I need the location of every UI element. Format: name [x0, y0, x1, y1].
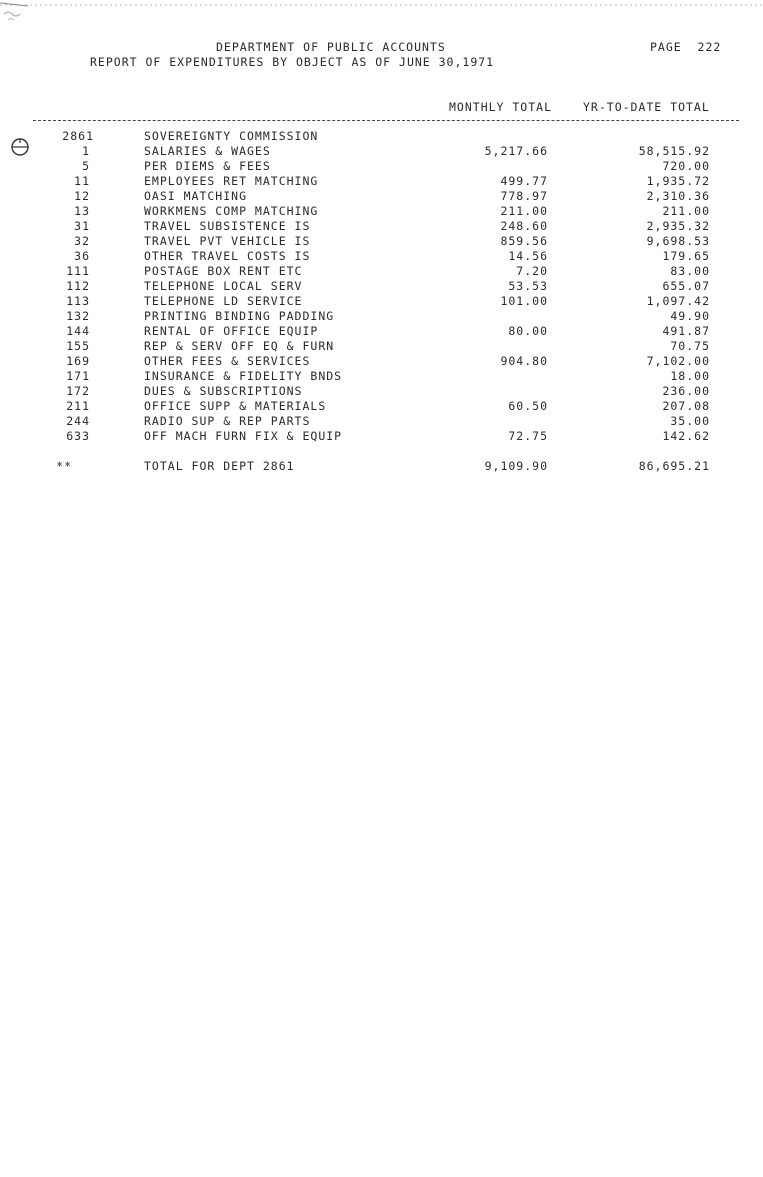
ytd-amount: 49.90 — [670, 309, 710, 323]
monthly-amount: 5,217.66 — [484, 144, 548, 158]
monthly-amount: 80.00 — [508, 324, 548, 338]
department-name: DEPARTMENT OF PUBLIC ACCOUNTS — [216, 40, 446, 54]
table-row — [0, 234, 763, 249]
object-code: 5 — [82, 159, 90, 173]
table-row — [0, 144, 763, 159]
object-code: 111 — [66, 264, 90, 278]
department-title: SOVEREIGNTY COMMISSION — [144, 129, 319, 143]
ytd-amount: 491.87 — [662, 324, 710, 338]
table-row — [0, 219, 763, 234]
object-description: REP & SERV OFF EQ & FURN — [144, 339, 335, 353]
object-description: PRINTING BINDING PADDING — [144, 309, 335, 323]
object-description: TELEPHONE LOCAL SERV — [144, 279, 303, 293]
ytd-amount: 179.65 — [662, 249, 710, 263]
table-row — [0, 324, 763, 339]
object-code: 155 — [66, 339, 90, 353]
page-number: PAGE 222 — [650, 40, 722, 54]
object-description: RADIO SUP & REP PARTS — [144, 414, 311, 428]
object-code: 244 — [66, 414, 90, 428]
table-row — [0, 399, 763, 414]
object-description: DUES & SUBSCRIPTIONS — [144, 384, 303, 398]
total-monthly-amount: 9,109.90 — [484, 459, 548, 473]
ytd-amount: 7,102.00 — [646, 354, 710, 368]
table-row — [0, 309, 763, 324]
table-row — [0, 249, 763, 264]
object-description: OFF MACH FURN FIX & EQUIP — [144, 429, 343, 443]
object-description: WORKMENS COMP MATCHING — [144, 204, 319, 218]
table-row — [0, 279, 763, 294]
ytd-amount: 236.00 — [662, 384, 710, 398]
object-code: 11 — [74, 174, 90, 188]
department-total-row — [0, 459, 763, 474]
object-code: 633 — [66, 429, 90, 443]
ytd-amount: 720.00 — [662, 159, 710, 173]
side-form-stamp — [6, 528, 16, 618]
ytd-amount: 2,935.32 — [646, 219, 710, 233]
object-description: OTHER FEES & SERVICES — [144, 354, 311, 368]
expenditure-table — [0, 129, 763, 474]
ytd-amount: 70.75 — [670, 339, 710, 353]
object-code: 172 — [66, 384, 90, 398]
ytd-amount: 9,698.53 — [646, 234, 710, 248]
monthly-amount: 7.20 — [516, 264, 548, 278]
object-description: OTHER TRAVEL COSTS IS — [144, 249, 311, 263]
object-code: 1 — [82, 144, 90, 158]
ytd-amount: 655.07 — [662, 279, 710, 293]
table-row — [0, 414, 763, 429]
object-code: 31 — [74, 219, 90, 233]
object-description: OFFICE SUPP & MATERIALS — [144, 399, 327, 413]
object-description: INSURANCE & FIDELITY BNDS — [144, 369, 343, 383]
object-code: 12 — [74, 189, 90, 203]
ytd-amount: 35.00 — [670, 414, 710, 428]
monthly-amount: 499.77 — [500, 174, 548, 188]
monthly-amount: 211.00 — [500, 204, 548, 218]
monthly-amount: 14.56 — [508, 249, 548, 263]
ytd-amount: 83.00 — [670, 264, 710, 278]
table-row — [0, 159, 763, 174]
monthly-amount: 101.00 — [500, 294, 548, 308]
table-row — [0, 384, 763, 399]
table-row — [0, 264, 763, 279]
monthly-amount: 904.80 — [500, 354, 548, 368]
object-code: 132 — [66, 309, 90, 323]
object-description: TRAVEL SUBSISTENCE IS — [144, 219, 311, 233]
ytd-amount: 207.08 — [662, 399, 710, 413]
table-row — [0, 369, 763, 384]
object-description: PER DIEMS & FEES — [144, 159, 271, 173]
object-code: 32 — [74, 234, 90, 248]
table-row — [0, 204, 763, 219]
object-description: POSTAGE BOX RENT ETC — [144, 264, 303, 278]
table-row — [0, 174, 763, 189]
monthly-amount: 248.60 — [500, 219, 548, 233]
monthly-amount: 72.75 — [508, 429, 548, 443]
department-code: 2861 — [62, 129, 94, 143]
monthly-amount: 53.53 — [508, 279, 548, 293]
ytd-amount: 211.00 — [662, 204, 710, 218]
ytd-amount: 1,935.72 — [646, 174, 710, 188]
ytd-amount: 1,097.42 — [646, 294, 710, 308]
monthly-total-header: MONTHLY TOTAL — [449, 100, 553, 114]
department-row — [0, 129, 763, 144]
table-row — [0, 429, 763, 444]
total-label: TOTAL FOR DEPT 2861 — [144, 459, 295, 473]
corner-scan-marks — [0, 0, 763, 26]
object-code: 171 — [66, 369, 90, 383]
object-description: RENTAL OF OFFICE EQUIP — [144, 324, 319, 338]
object-description: SALARIES & WAGES — [144, 144, 271, 158]
table-row — [0, 294, 763, 309]
table-row — [0, 189, 763, 204]
ytd-amount: 58,515.92 — [638, 144, 710, 158]
object-description: TELEPHONE LD SERVICE — [144, 294, 303, 308]
object-description: EMPLOYEES RET MATCHING — [144, 174, 319, 188]
ytd-amount: 142.62 — [662, 429, 710, 443]
object-code: 113 — [66, 294, 90, 308]
object-code: 112 — [66, 279, 90, 293]
object-code: 169 — [66, 354, 90, 368]
monthly-amount: 859.56 — [500, 234, 548, 248]
monthly-amount: 60.50 — [508, 399, 548, 413]
ytd-amount: 2,310.36 — [646, 189, 710, 203]
ytd-amount: 18.00 — [670, 369, 710, 383]
total-ytd-amount: 86,695.21 — [638, 459, 710, 473]
table-row — [0, 354, 763, 369]
object-code: 36 — [74, 249, 90, 263]
object-code: 144 — [66, 324, 90, 338]
total-marker: ** — [56, 459, 72, 473]
ytd-total-header: YR-TO-DATE TOTAL — [583, 100, 710, 114]
object-code: 13 — [74, 204, 90, 218]
column-headers — [0, 100, 763, 116]
object-code: 211 — [66, 399, 90, 413]
object-description: TRAVEL PVT VEHICLE IS — [144, 234, 311, 248]
monthly-amount: 778.97 — [500, 189, 548, 203]
table-row — [0, 339, 763, 354]
object-description: OASI MATCHING — [144, 189, 248, 203]
report-title: REPORT OF EXPENDITURES BY OBJECT AS OF JUNE 30,1971 — [90, 55, 495, 69]
dashed-divider — [33, 120, 739, 121]
